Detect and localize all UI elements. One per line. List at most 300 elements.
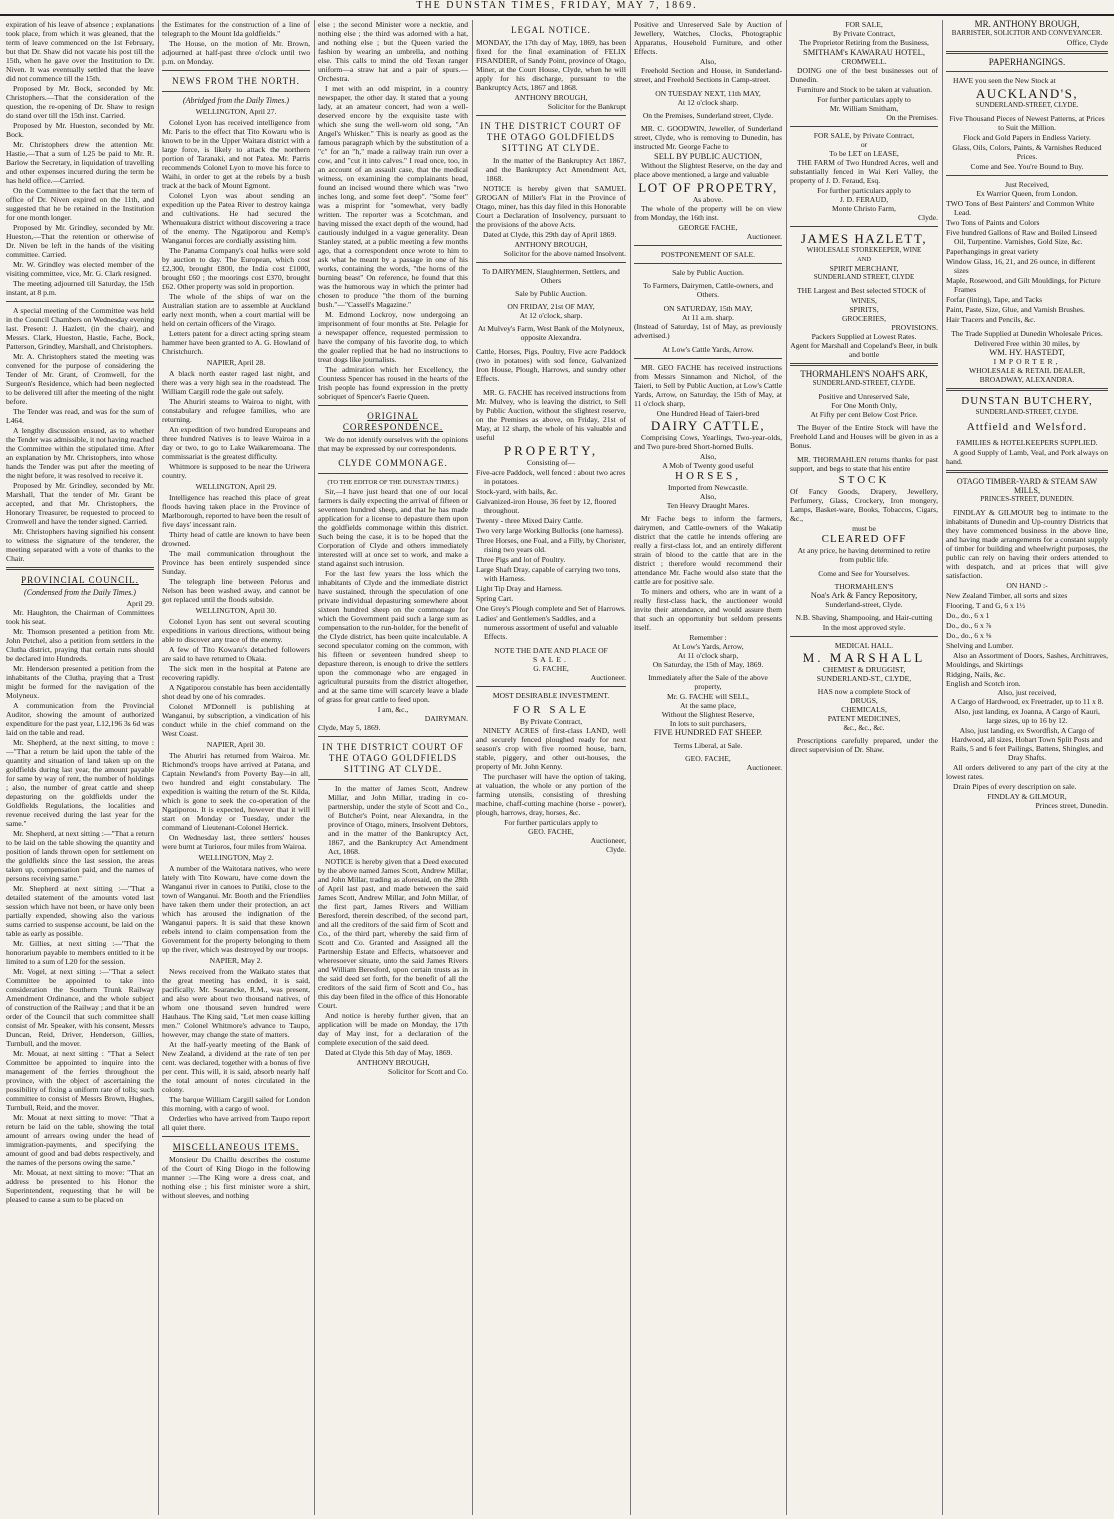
dateline: WELLINGTON, May 2. [198, 853, 274, 862]
column-rule [942, 20, 943, 1515]
ad-line: HAVE you seen the New Stock at [953, 76, 1056, 85]
signature: ANTHONY BROUGH, [514, 93, 588, 102]
article-paragraph: else ; the second Minister wore a necktie, and nothing else ; the third was adorned with a hat, and nothing else ; but the Queen varied the fashion by wearing an umbrella, and nothing else. This calls to mind the old Texan ranger uniform—a straw hat and a pair of spurs.—Orchestra. [318, 20, 468, 83]
ad-list-item: Light Tip Dray and Harness. [476, 584, 563, 593]
article-paragraph: A lengthy discussion ensued, as to whether the Tender was admissible, it not having reached the Committee within the stipulated time. After an explanation by Mr. Christophers, into whose hands the Tender was put after the meeting of the night before, it was resolved to receive it. [6, 426, 154, 480]
article-paragraph: Dated at Clyde, this 29th day of April 1869. [483, 230, 617, 239]
signature: ANTHONY BROUGH, [514, 240, 588, 249]
ad-line: DRUGS, [850, 696, 878, 705]
ad-line: In the most approved style. [822, 623, 906, 632]
ad-list-item: New Zealand Timber, all sorts and sizes [946, 591, 1068, 600]
ad-line: MR. C. GOODWIN, Jeweller, of Sunderland street, Clyde, who is removing to Dunedin, has instructed Mr. George Fache to [634, 124, 782, 151]
article-paragraph: The Tender was read, and was for the sum of L464. [6, 407, 154, 425]
ad-line: Sale by Public Auction. [515, 289, 587, 298]
article-paragraph: News received from the Waikato states that the great meeting has ended, it is said, pacifically. Mr. Searancke, R.M., was present, and also were about two thousand natives, of whom one thousand seven hundred were Hauhaus. The King said, "Let men cease killing men." Colonel Whitmore's advance to Taupo, however, may change the state of matters. [162, 967, 310, 1039]
ad-line: Packers Supplied at Lowest Rates. [811, 332, 917, 341]
article-paragraph: Intelligence has reached this place of great floods having taken place in the Province of Marlborough, reported to have been the result of five days' incessant rain. [162, 493, 310, 529]
ad-line: THE FARM of Two Hundred Acres, well and substantially fenced in Wai Keri Valley, the property of J. D. Feraud, Esq. [790, 158, 938, 185]
ad-list-item: Paint, Paste, Size, Glue, and Varnish Brushes. [946, 305, 1085, 314]
ad-headline: M. MARSHALL [802, 650, 926, 665]
divider [790, 636, 938, 637]
ad-headline: PROPERTY, [503, 443, 599, 458]
ad-headline: DAIRY CATTLE, [650, 418, 766, 433]
article-paragraph: A black north easter raged last night, and there was a very high sea in the roadstead. The William Cargill rode the gale out safely. [162, 369, 310, 396]
ad-line: Furniture and Stock to be taken at valuation. [797, 85, 932, 94]
dateline: NAPIER, April 28. [206, 358, 266, 367]
ad-line: Also, [699, 57, 717, 66]
ad-line: Consisting of— [526, 458, 576, 467]
article-paragraph: A communication from the Provincial Auditor, showing the amount of authorized expenditure for the past year, L12,196 3s 6d was laid on the table and read. [6, 701, 154, 737]
ad-line: English and Scotch iron. [946, 679, 1021, 688]
column-2 [162, 20, 310, 1515]
ad-line: A Mob of Twenty good useful [662, 461, 754, 470]
article-paragraph: The House, on the motion of Mr. Brown, adjourned at half-past three o'clock until two p.m. on Monday. [162, 39, 310, 66]
ad-line: MR. G. FACHE has received instructions from Mr. Mulvey, who is leaving the district, to Sell by Public Auction, without the slightest reserve, on the Premises as above, on Friday, 21st of May, at 12 sharp, the whole of his valuable and useful [476, 388, 626, 442]
ad-list-item: Shelving and Lumber. [946, 641, 1014, 650]
article-paragraph: The admiration which her Excellency, the Countess Spencer has roused in the hearts of the Irish people has found expression in the pretty sobriquet of Spencer's Faerie Queen. [318, 365, 468, 401]
ad-line: IMPORTER, [993, 357, 1061, 366]
ad-list-item: Flooring, T and G, 6 x 1½ [946, 601, 1026, 610]
divider [634, 245, 782, 246]
ad-line: At 12 o'clock, sharp. [519, 311, 583, 320]
column-7 [946, 20, 1108, 1515]
ad-headline: SELL BY PUBLIC AUCTION, [654, 151, 762, 161]
ad-line: The whole of the property will be on view from Monday, the 16th inst. [634, 204, 782, 222]
ad-headline: MR. ANTHONY BROUGH, [974, 20, 1080, 29]
ad-line: Freehold Section and House, in Sunderland-street, and Freehold Sections in Camp-street. [634, 66, 782, 84]
ad-headline: Attfield and Welsford. [966, 421, 1088, 433]
ad-line: To Farmers, Dairymen, Cattle-owners, and Others. [642, 281, 773, 299]
dateline: NAPIER, May 2. [209, 956, 263, 965]
ad-line: Imported from Newcastle. [668, 483, 748, 492]
dateline: WELLINGTON, April 27. [195, 107, 277, 116]
ad-headline: JAMES HAZLETT, [800, 231, 928, 246]
auctioneer-title: Auctioneer. [746, 763, 782, 772]
section-subheading: (Abridged from the Daily Times.) [182, 96, 290, 105]
ad-line: Of Fancy Goods, Drapery, Jewellery, Perfumery, Glass, Crockery, Iron mongery, Lamps, Basket-ware, Books, Tobaccos, Cigars, &c., [790, 487, 938, 523]
ad-list-item: Three Horses, one Foal, and a Filly, by Chorister, rising two years old. [476, 536, 626, 554]
ad-line: For further particulars apply to [504, 818, 598, 827]
ad-line: AND [856, 256, 872, 263]
divider [6, 301, 154, 302]
ad-line: At Fifty per cent Below Cost Price. [810, 410, 918, 419]
ad-line: Mr Fache begs to inform the farmers, dairymen, and Cattle-owners of the Wakatip district that the cattle he intends offering are really a first-class lot, and an entirely different strain of blood to the cattle that are in the district ; therefore would recommend their attendance Mr. Fache would also state that the cattle are for positive sale. [634, 514, 782, 586]
ad-signature: FINDLAY & GILMOUR, [987, 792, 1067, 801]
ad-headline: SMITHAM's KAWARAU HOTEL, [803, 47, 925, 57]
ad-line: SALE. [533, 655, 569, 664]
article-paragraph: Mr. Haughton, the Chairman of Committees took his seat. [6, 608, 154, 626]
dateline: NAPIER, April 30. [206, 740, 266, 749]
ad-headline: THORMAHLEN'S NOAH'S ARK, [800, 369, 928, 379]
ad-line: BARRISTER, SOLICITOR AND CONVEYANCER. [951, 29, 1103, 37]
article-paragraph: NOTICE is hereby given that SAMUEL GROGAN of Miller's Flat in the Province of Otago, miner, has this day filed in this Honorable Court a Declaration of Insolvency, pursuant to the provisions of the above Acts. [476, 184, 626, 229]
column-rule [158, 20, 159, 1515]
ad-line: Without the Slightest Reserve, [661, 710, 755, 719]
ad-line: J. D. FERAUD, [839, 195, 889, 204]
ad-headline: HORSES, [675, 470, 741, 482]
section-subheading: (Condensed from the Daily Times.) [24, 588, 136, 597]
divider [634, 263, 782, 264]
article-paragraph: And notice is hereby further given, that an application will be made on Monday, the 17th day of May inst, for a declaration of the complete execution of the said deed. [318, 1011, 468, 1047]
ad-line: SUNDERLAND-STREET, CLYDE. [975, 101, 1079, 109]
ad-line: WHOLESALE & RETAIL DEALER, [969, 366, 1085, 375]
column-1 [6, 20, 154, 1515]
divider [790, 126, 938, 127]
ad-list-item: Two very large Working Bullocks (one harness). [476, 526, 624, 535]
divider [946, 71, 1108, 72]
divider [946, 470, 1108, 473]
section-heading: IN THE DISTRICT COURT OF THE OTAGO GOLDFIELDS SITTING AT CLYDE. [322, 742, 464, 774]
article-paragraph: On Wednesday last, three settlers' houses were burnt at Turioros, four miles from Wairoa. [162, 833, 310, 851]
masthead: THE DUNSTAN TIMES, FRIDAY, MAY 7, 1869. [416, 0, 698, 11]
article-paragraph: Mr. Thomson presented a petition from Mr. John Petchel, also a petition from settlers in the Clutha district, praying that certain runs should be declared into Hundreds. [6, 627, 154, 663]
article-paragraph: Mr. A. Christophers stated the meeting was convened for the purpose of considering the Tender of Mr. Grant, of Cromwell, for the Surgeon's Residence, which had been neglected to be delivered till after the meeting of the night before. [6, 352, 154, 406]
ad-line: As above. [692, 195, 724, 204]
ad-line: SUNDERLAND STREET, CLYDE [813, 273, 915, 281]
ad-list-item: Do., do., 6 x 1 [946, 611, 990, 620]
article-paragraph: The Ahuriri has returned from Wairoa. Mr. Richmond's troops have arrived at Patana, and Captain Newland's from Poverty Bay—in all, two hundred and eight constabulary. The expedition is waiting the return of the St. Kilda, which is gone to seek the co-operation of the Ngatiporou. It is expected, however that it will start on Monday or Tuesday, under the command of Lieutenant-Colonel Herrick. [162, 751, 310, 832]
ad-line: ON TUESDAY NEXT, 11th MAY, [655, 89, 761, 98]
ad-line: A Cargo of Hardwood, ex Freetrader, up to 11 x 8. [950, 697, 1104, 706]
ad-line: To be LET on LEASE, [829, 149, 899, 158]
ad-headline: FIVE HUNDRED FAT SHEEP. [653, 727, 763, 737]
ad-list-item: Five-acre Paddock, well fenced : about two acres in potatoes. [476, 468, 626, 486]
article-paragraph: Mr. Mouat, at next sitting : "That a Select Committee be appointed to inquire into the management of the ferries throughout the province, with the object of ascertaining the possibility of fixing a uniform rate of tolls; such committee to consist of Messrs Brown, Hughes, Turnbull, Reid, and the mover. [6, 1049, 154, 1112]
ad-line: At 12 o'clock sharp. [677, 98, 739, 107]
ad-list-item: Window Glass, 16, 21, and 26 ounce, in different sizes [946, 257, 1096, 275]
ad-list-item: Three Pigs and lot of Poultry. [476, 555, 566, 564]
ad-line: WHOLESALE STOREKEEPER, WINE [806, 246, 922, 254]
ad-line: All orders delivered to any part of the city at the lowest rates. [946, 763, 1108, 781]
ad-line: Princes street, Dunedin. [1035, 801, 1108, 810]
ad-line: For One Month Only, [831, 401, 897, 410]
article-paragraph: NOTICE is hereby given that a Deed executed by the above named James Scott, Andrew Millar, and John Millar, trading as aforesaid, on the 28th of April last past, and made between the said James Scott, Andrew Millar, and John Millar, of the first part, James Rivers and William Beresford, therein described, of the second part, and all the creditors of the said firm of Scott and Co., of the third part, whereby the said firm of Scott and Co. Granted and Assigned all the Partnership Estate and Effects, whatsoever and wheresoever situate, unto the said James Rivers and William Beresford, upon certain trusts as in the said deed set forth, for the benefit of all the creditors of the said firm of Scott and Co., has this day been filed in the office of this Honorable Court. [318, 857, 468, 1010]
section-heading: MISCELLANEOUS ITEMS. [172, 1142, 300, 1152]
divider [162, 1136, 310, 1137]
letter-signature: DAIRYMAN. [424, 714, 468, 723]
ad-headline: STOCK [838, 474, 890, 486]
ad-line: Sunderland-street, Clyde. [825, 600, 903, 609]
auctioneer-name: GEO. FACHE, [528, 827, 574, 836]
column-4 [476, 20, 626, 1515]
article-paragraph: Orderlies who have arrived from Taupo report all quiet there. [162, 1114, 310, 1132]
article-paragraph: A few of Tito Kowaru's detached followers are said to have returned to Okaia. [162, 645, 310, 663]
divider [946, 388, 1108, 391]
ad-headline: DUNSTAN BUTCHERY, [961, 395, 1093, 407]
ad-headline: WM. HY. HASTEDT, [989, 347, 1065, 357]
article-paragraph: Mr. Shepherd, at next sitting :—"That a return to be laid on the table showing the quantity and position of lands thrown open for settlement on the goldfields since the last session, the areas taken up, compensation paid, and the names of persons receiving same." [6, 829, 154, 883]
article-paragraph: Proposed by Mr. Grindley, seconded by Mr. Marshall, That the tender of Mr. Grant be accepted, and that Mr. Christophers, the Honorary Treasurer, be requested to proceed to Cromwell and have the tender signed. Carried. [6, 481, 154, 526]
ad-line: Delivered Free within 30 miles, by [974, 339, 1080, 348]
ad-line: BROADWAY, ALEXANDRA. [979, 375, 1075, 384]
ad-headline: POSTPONEMENT OF SALE. [660, 250, 756, 259]
ad-line: Come and See for Yourselves. [818, 569, 910, 578]
divider [476, 115, 626, 116]
ad-line: CHEMIST & DRUGGIST, [822, 665, 906, 674]
ad-line: On the Premises. [886, 113, 938, 122]
ad-line: SUNDERLAND-STREET, CLYDE. [812, 379, 916, 387]
letter-address: (TO THE EDITOR OF THE DUNSTAN TIMES.) [327, 479, 459, 486]
ad-list-item: Paperhangings in great variety [946, 247, 1039, 256]
ad-headline: Noa's Ark & Fancy Repository, [810, 590, 918, 600]
ad-line: In lots to suit purchasers, [669, 719, 747, 728]
ad-line: PRINCES-STREET, DUNEDIN. [980, 495, 1074, 503]
ad-line: At 11 o'clock sharp, [677, 651, 739, 660]
article-paragraph: Mr. W. Grindley was elected member of the visiting committee, vice, Mr. G. Clark resigned. [6, 260, 154, 278]
article-paragraph: Letters patent for a direct acting spring steam hammer have been granted to A. G. Howland of Christchurch. [162, 329, 310, 356]
ad-headline: LOT OF PROPETRY, [638, 180, 778, 195]
ad-line: PROVISIONS. [891, 323, 938, 332]
signature-title: Solicitor for the above named Insolvent. [503, 249, 626, 258]
ad-line: Immediately after the Sale of the above property, [648, 673, 768, 691]
section-heading: IN THE DISTRICT COURT OF THE OTAGO GOLDFIELDS SITTING AT CLYDE. [480, 121, 622, 153]
ad-line: Clyde. [605, 845, 626, 854]
ad-line: At any price, he having determined to retire from public life. [797, 546, 931, 564]
ad-list-item: Large Shaft Dray, capable of carrying two tons, with Harness. [476, 565, 621, 583]
article-paragraph: Mr. Shepherd at next sitting :—"That a detailed statement of the amounts voted last session which have not been, or have only been partially expended, showing also the various sums carried to suspense account, be laid on the table as early as possible. [6, 884, 154, 938]
auctioneer-name: G. FACHE, [533, 664, 569, 673]
ad-line: For further particulars apply to [817, 95, 911, 104]
ad-list-item: Do., do., 6 x ⅞ [946, 621, 992, 630]
article-paragraph: Mr. Vogel, at next sitting :—"That a select Committee be appointed to take into consideration the Southern Trunk Railway Amendment Ordinance, and the whole subject of construction of the Railway ; and that it be an order of the Council that such committee shall consist of Mr. Speaker, with his consent, Messrs Duncan, Reid, Driver, Henderson, Gillies, Turnbull, and the mover. [6, 967, 154, 1048]
divider [318, 736, 468, 737]
article-paragraph: Proposed by Mr. Bock, seconded by Mr. Christophers.—That the consideration of the question, the re-opening of Dr. Shaw to resign do stand over till the 15th inst. Carried. [6, 84, 154, 120]
article-paragraph: The sick men in the hospital at Patene are recovering rapidly. [162, 664, 310, 682]
ad-headline: AUCKLAND'S, [975, 86, 1079, 101]
section-heading: PROVINCIAL COUNCIL. [21, 575, 139, 585]
ad-line: CHEMICALS, [841, 705, 887, 714]
ad-line: Agent for Marshall and Copeland's Beer, in bulk and bottle [790, 341, 938, 359]
auctioneer-title: Auctioneer. [746, 232, 782, 241]
article-paragraph: Mr. Christophers drew the attention Mr. Hastie,—That a sum of L25 be paid to Mr. R. Barlow the Secretary, in liquidation of travelling and other expenses incurred during the term he has held office.—Carried. [6, 140, 154, 185]
ad-line: Remember : [689, 633, 727, 642]
ad-list-item: Forfar (lining), Tape, and Tacks [946, 295, 1043, 304]
ad-line: Drain Pipes of every description on sale. [953, 782, 1077, 791]
ad-line: NOTE THE DATE AND PLACE OF [494, 646, 608, 655]
column-rule [630, 20, 631, 1515]
ad-line: Positive and Unreserved Sale, [818, 392, 910, 401]
ad-line: Also an Assortment of Doors, Sashes, Architraves, Mouldings, and Skirtings [946, 651, 1108, 669]
article-paragraph: The telegraph line between Pelorus and Nelson has been washed away, and cannot be got replaced until the floods subside. [162, 577, 310, 604]
ad-line: Also, [699, 492, 717, 501]
divider [318, 405, 468, 406]
ad-line: At the same place, [679, 701, 737, 710]
ad-list-item: Hair Tracers and Pencils, &c. [946, 315, 1036, 324]
ad-list-item: Ladies' and Gentlemen's Saddles, and a numerous assortment of useful and valuable Effects. [476, 614, 618, 641]
column-6 [790, 20, 938, 1515]
article-paragraph: Mr. Christophers having signified his consent to witness the signature of the tenderer, the meeting separated with a vote of thanks to the Chair. [6, 527, 154, 563]
ad-line: HAS now a complete Stock of [817, 687, 911, 696]
article-paragraph: In the matter of the Bankruptcy Act 1867, and the Bankruptcy Act Amendment Act, 1868. [486, 156, 626, 183]
article-paragraph: A special meeting of the Committee was held in the Council Chambers on Wednesday evening last. Present: J. Hazlett, (in the chair), and Messrs. Clark, Hueston, Hastie, Fache, Bock, Patterson, Grindley, Marshall, and Christophers. [6, 306, 154, 351]
article-paragraph: Colonel Lyon was about sending an expedition up the Patea River to destroy kainga and cultivations. He had secured the Whenuakura district without discovering a trace of the enemy. The Ngatiporou and Kemp's Wanganui forces are cordially assisting him. [162, 191, 310, 245]
ad-line: Mr. William Smitham, [829, 104, 899, 113]
divider [318, 473, 468, 474]
article-paragraph: the Estimates for the construction of a line of telegraph to the Mount Ida goldfields." [162, 20, 310, 38]
ad-line: Also, [699, 452, 717, 461]
ad-list-item: Do., do., 6 x ⅝ [946, 631, 992, 640]
ad-headline: FOR SALE, [845, 20, 883, 29]
ad-line: Clyde. [917, 213, 938, 222]
article-paragraph: Proposed by Mr. Hueston, seconded by Mr. Bock. [6, 121, 154, 139]
ad-line: Also, just received, [997, 688, 1057, 697]
ad-headline: CLEARED OFF [821, 533, 907, 545]
signature-title: Solicitor for the Bankrupt [547, 102, 626, 111]
column-3 [318, 20, 468, 1515]
article-paragraph: Colonel Lyon has received intelligence from Mr. Paris to the effect that Tito Kowaru who is known to be in the Upper Waitara district with a large force, is likely to attack the northern portion of Taranaki, and not Patea. Mr. Parris recommends Colonel Lyon to move his force to Waihi, in order to get at the rebels by a bush track at the back of Mount Egmont. [162, 118, 310, 190]
ad-list-item: Two Tons of Paints and Colors [946, 218, 1040, 227]
signature: ANTHONY BROUGH, [356, 1058, 430, 1067]
ad-line: DOING one of the best businesses out of Dunedin. [790, 66, 938, 84]
ad-headline: FOR SALE [513, 704, 589, 716]
ad-line: Monte Christo Farm, [832, 204, 896, 213]
article-paragraph: On the Committee to the fact that the term of office of Dr. Niven expired on the 11th, and suggested that he be retained in the Institution for one month longer. [6, 186, 154, 222]
ad-line: SUNDERLAND-STREET, CLYDE. [975, 408, 1079, 416]
section-heading: LEGAL NOTICE. [511, 25, 591, 35]
ad-line: (Instead of Saturday, 1st of May, as previously advertised.) [634, 322, 782, 340]
article-paragraph: Sir,—I have just heard that one of our local farmers is daily expecting the arrival of fifteen or seventeen hundred sheep, and that he has made application for a license to depasture them upon the goldfields commonage within this district. Such being the case, it is to be hoped that the Corporation of Clyde and others immediately interested will at once set to work, and make a stand against such intrusion. [318, 487, 468, 568]
section-heading: CLYDE COMMONAGE. [338, 458, 448, 468]
ad-line: At Low's Yards, Arrow, [672, 642, 744, 651]
ad-line: or [860, 140, 868, 149]
ad-headline: PAPERHANGINGS. [988, 57, 1066, 67]
article-paragraph: expiration of his leave of absence ; explanations took place, from which it was gleaned, that the term of leave commenced on the 1st February, but that Dr. Shaw did not vacate his post till the 15th, when he gave over the Institution to Dr. Niven. It was eventually settled that the leave did not commence till the 15th. [6, 20, 154, 83]
ad-line: Prescriptions carefully prepared, under the direct supervision of Dr. Shaw. [790, 736, 938, 754]
ad-line: The Buyer of the Entire Stock will have the Freehold Land and Houses will be given in as a Bonus. [790, 423, 938, 450]
divider [6, 567, 154, 570]
dateline: WELLINGTON, April 29. [195, 482, 277, 491]
article-paragraph: The whole of the ships of war on the Australian station are to assemble at Auckland early next month, when a court martial will be held on certain officers of the Virago. [162, 292, 310, 328]
ad-list-item: Twenty - three Mixed Dairy Cattle. [476, 516, 584, 525]
letter-signoff: I am, &c., [377, 705, 409, 714]
article-paragraph: Thirty head of cattle are known to have been drowned. [162, 530, 310, 548]
ad-line: Office, Clyde [1066, 38, 1108, 47]
ad-line: ON HAND :- [1006, 581, 1048, 590]
auctioneer-title: Auctioneer. [590, 673, 626, 682]
section-heading: NEWS FROM THE NORTH. [172, 76, 300, 86]
divider [162, 70, 310, 71]
article-paragraph: An expedition of two hundred Europeans and three hundred Natives is to leave Wairoa in a day or two, to go to Lake Waikaremoana. The commissariat is the greatest difficulty. [162, 425, 310, 461]
ad-line: At Low's Cattle Yards, Arrow. [662, 345, 754, 354]
ad-list-item: TWO Tons of Best Painters' and Common White Lead. [946, 199, 1095, 217]
article-paragraph: The Panama Company's coal hulks were sold by auction to day. The European, which cost £2,300, brought £800, the India cost £1000, brought £60 ; the moorings cost £370, brought £62. Other property was sold in proportion. [162, 246, 310, 291]
column-5 [634, 20, 782, 1515]
column-rule [472, 20, 473, 1515]
article-paragraph: Dated at Clyde this 5th day of May, 1869. [325, 1048, 453, 1057]
article-paragraph: The mail communication throughout the Province has been entirely suspended since Sunday. [162, 549, 310, 576]
ad-line: Five Thousand Pieces of Newest Patterns, at Prices to Suit the Million. [949, 114, 1105, 132]
ad-line: The Proprietor Retiring from the Business, [799, 38, 929, 47]
masthead-rule [0, 14, 1114, 16]
column-rule [786, 20, 787, 1515]
ad-line: Sale by Public Auction. [672, 268, 744, 277]
ad-line: THE Largest and Best selected STOCK of [797, 286, 926, 295]
ad-list-item: One Grey's Plough complete and Set of Harrows. [476, 604, 626, 613]
ad-line: PATENT MEDICINES, [827, 714, 901, 723]
divider [634, 358, 782, 359]
ad-line: GROCERIES, [841, 314, 887, 323]
ad-headline: OTAGO TIMBER-YARD & STEAM SAW MILLS, [956, 477, 1098, 495]
article-paragraph: MONDAY, the 17th day of May, 1869, has been fixed for the final examination of FELIX FISANDIER, of Sandy Point, province of Otago, Miner, at the Court House, Clyde, when he will apply for his discharge, pursuant to the Bankruptcy Acts, 1867 and 1868. [476, 38, 626, 92]
ad-line: MR. GEO FACHE has received instructions from Messrs Sinnamon and Nichol, of the Taieri, to Sell by Public Auction, at Low's Cattle Yards, Arrow, on Saturday, the 15th of May, at 11 o'clock sharp, [634, 363, 782, 408]
ad-line: THORMAHLEN'S [834, 582, 894, 591]
ad-line: CROMWELL. [841, 57, 887, 66]
ad-line: MEDICAL HALL. [834, 641, 894, 650]
ad-line: Just Received, [1005, 180, 1049, 189]
ad-line: ON FRIDAY, 21st OF MAY, [507, 302, 595, 311]
ad-line: SPIRITS, [849, 305, 879, 314]
ad-line: Ridging, Nails, &c. [946, 670, 1006, 679]
article-paragraph: Whitmore is supposed to be near the Uriwera country. [162, 462, 310, 480]
ad-list-item: Stock-yard, with bails, &c. [476, 487, 558, 496]
ad-line: ON SATURDAY, 15th MAY, [663, 304, 753, 313]
divider [318, 779, 468, 780]
article-paragraph: Mr. Shepherd, at the next sitting, to move :—"That a return be laid upon the table of the quantity and situation of land taken up on the goldfields during last year, the amount payable for same by way of rent, the number of holdings ; also, the number of great cattle and sheep depasturing on the goldfields under the Goldfields Regulations, the localities and revenue received during the last year for the same." [6, 738, 154, 828]
divider [162, 91, 310, 92]
ad-line: To DAIRYMEN, Slaughtermen, Settlers, and Others [482, 267, 620, 285]
ad-line: Positive and Unreserved Sale by Auction of Jewellery, Watches, Clocks, Photographic Apparatus, Household Furniture, and other Effects. [634, 20, 782, 56]
ad-line: Glass, Oils, Colors, Paints, & Varnishes Reduced Prices. [952, 143, 1102, 161]
section-heading: ORIGINAL CORRESPONDENCE. [342, 411, 444, 432]
article-paragraph: Mr. Mouat at next sitting to move: "That a return be laid on the table, showing the total amount of arrears owing under the head of immigration-payments, and specifying the amount of good and bad debts respectively, and the names of the persons owing the same." [6, 1113, 154, 1167]
ad-line: Flock and Gold Papers in Endless Variety. [963, 133, 1091, 142]
divider [476, 686, 626, 687]
ad-line: Terms Liberal, at Sale. [673, 741, 743, 750]
article-paragraph: M. Edmond Lockroy, now undergoing an imprisonment of four months at Ste. Pelagie for a newspaper offence, requested permission to have the company of his favorite dog, to which the goaler replied that he had no instructions to treat dogs like journalists. [318, 310, 468, 364]
article-paragraph: Colonel Lyon has sent out several scouting expeditions in various directions, without being able to discover any trace of the enemy. [162, 617, 310, 644]
divider [946, 175, 1108, 176]
article-paragraph: Mr. Gillies, at next sitting :—"That the honorarium payable to members entitled to it be limited to a sum of L20 for the session. [6, 939, 154, 966]
ad-line: On Saturday, the 15th of May, 1869. [652, 660, 764, 669]
article-paragraph: The meeting adjourned till Saturday, the 15th instant, at 8 p.m. [6, 279, 154, 297]
ad-line: Also, just landing, ex Swordfish, A Cargo of Hardwood, all sizes, Hobart Town Split Posts and Rails, 5 and 6 feet Pailings, Battens, Shingles, and Dray Shafts. [950, 726, 1104, 762]
divider [790, 226, 938, 227]
ad-line: By Private Contract, [832, 29, 896, 38]
ad-line: Mr. G. FACHE will SELL, [667, 692, 749, 701]
ad-line: FINDLAY & GILMOUR beg to intimate to the inhabitants of Dunedin and Up-country Districts that they have commenced business in the above line, and having made arrangements for a constant supply of timber for building and wheelwright purposes, the public can rely on having their orders attended to with despatch, and at prices that will give satisfaction. [946, 508, 1108, 580]
auctioneer-name: GEORGE FACHE, [678, 223, 738, 232]
ad-line: NINETY ACRES of first-class LAND, well and securely fenced ploughed ready for next season's crop with five roomed house, barn, stable, piggery, and other out-houses, the property of Mr. John Kenny. [476, 726, 626, 771]
divider [946, 51, 1108, 54]
article-paragraph: A number of the Waitotara natives, who were lately with Tito Kowaru, have come down the Wanganui river in canoes to Putiki, close to the town of Wanganui. Mr. Booth and the Friendlies have taken them under their protection, an act which has aroused the indignation of the Wanganui papers. It is said that these known rebels intend to claim compensation from the Government for the property belonging to them up the river, which was destroyed by our troops. [162, 864, 310, 954]
article-paragraph: I met with an odd misprint, in a country newspaper, the other day. It stated that a young lady, at an amateur concert, had won a well-deserved encore by the exquisite taste with which she sung the well-worn old song, "An Angel's Whisker." This is nearly as good as the famous paragraph which by the substitution of a "c" for an "h," made a railway train run over a cow, and "cut it into calves." I read once, too, in an account of an assault case, that the medical witness, on examining the complainants head, found an incised wound there which was "two inches long, and some feet deep". "Some feet" was a misprint for "somewhat, very badly written. The reporter was a Scotchman, and having missed the exact depth of the wound, had cautiously indulged in a vague generality. Dean Stanley stated, at a public meeting a few months ago, that a correspondent once wrote to him to ask what he meant by a passage in one of his works, containing the words, "the horns of the burning beast" On reference, he found that this was the humorous way in which the printer had chosen to produce "the thorn of the burning bush."—"Cassell's Magazine." [318, 84, 468, 309]
ad-line: At Mulvey's Farm, West Bank of the Molyneux, opposite Alexandra. [477, 324, 625, 342]
ad-line: FOR SALE, by Private Contract, [813, 131, 915, 140]
divider [476, 262, 626, 263]
ad-line: MR. THORMAHLEN returns thanks for past support, and begs to state that his entire [790, 455, 938, 473]
ad-line: WINES, [851, 296, 877, 305]
ad-line: Also, just landing, ex Joanna, A Cargo of Kauri, large sizes, up to 16 by 12. [954, 707, 1100, 725]
article-paragraph: Proposed by Mr. Grindley, seconded by Mr. Hueston,—That the retention or otherwise of Dr. Niven be left in the hands of the visiting committee. Carried. [6, 223, 154, 259]
article-paragraph: In the matter of James Scott, Andrew Millar, and John Millar, trading in co-partnership, under the style of Scott and Co., of Butcher's Point, near Alexandra, in the province of Otago, miners, Insolvent Debtors, and in the matter of the Bankruptcy Act, 1867, and the Bankruptcy Act Amendment Act, 1868. [328, 784, 468, 856]
article-paragraph: Colonel M'Donnell is publishing at Wanganui, by subscription, a vindication of his conduct while in the chief command on the West Coast. [162, 702, 310, 738]
ad-line: Come and See. You're Bound to Buy. [970, 162, 1084, 171]
article-paragraph: For the last few years the loss which the inhabitants of Clyde and the immediate district have sustained, through the speculation of one private individual depasturing somewhere about sixteen hundred sheep on the commonage for which the Government paid such a large sum as compensation to the run-holder, for the benefit of the Clyde district, has been quite incalculable. A second speculator coming on the common, with his fifteen or seventeen hundred sheep to depasture thereon, is enough to drive the settlers upon the commonage who are engaged in agricultural pursuits from the district altogether, and at the same time will scarcely leave a blade of grass for great cattle to feed upon. [318, 569, 468, 704]
signature-title: Solicitor for Scott and Co. [388, 1067, 468, 1076]
ad-line: FAMILIES & HOTELKEEPERS SUPPLIED. [956, 438, 1098, 447]
column-rule [314, 20, 315, 1515]
auctioneer-name: GEO. FACHE, [685, 754, 731, 763]
ad-line: For further particulars apply to [817, 186, 911, 195]
article-paragraph: Mr. Henderson presented a petition from the inhabitants of the Clutha, praying that a Trust might be formed for the navigation of the Molyneux. [6, 664, 154, 700]
dateline: WELLINGTON, April 30. [195, 606, 277, 615]
auctioneer-title: Auctioneer, [590, 836, 626, 845]
ad-line: The Trade Supplied at Dunedin Wholesale Prices. [951, 329, 1103, 338]
article-paragraph: The barque William Cargill sailed for London this morning, with a cargo of wool. [162, 1095, 310, 1113]
ad-line: Comprising Cows, Yearlings, Two-year-olds, and Two pure-bred Short-horned Bulls. [634, 433, 782, 451]
ad-line: SPIRIT MERCHANT, [829, 264, 899, 273]
ad-list-item: Five hundred Gallons of Raw and Boiled Linseed Oil, Turpentine. Varnishes, Gold Size, &c. [946, 228, 1097, 246]
